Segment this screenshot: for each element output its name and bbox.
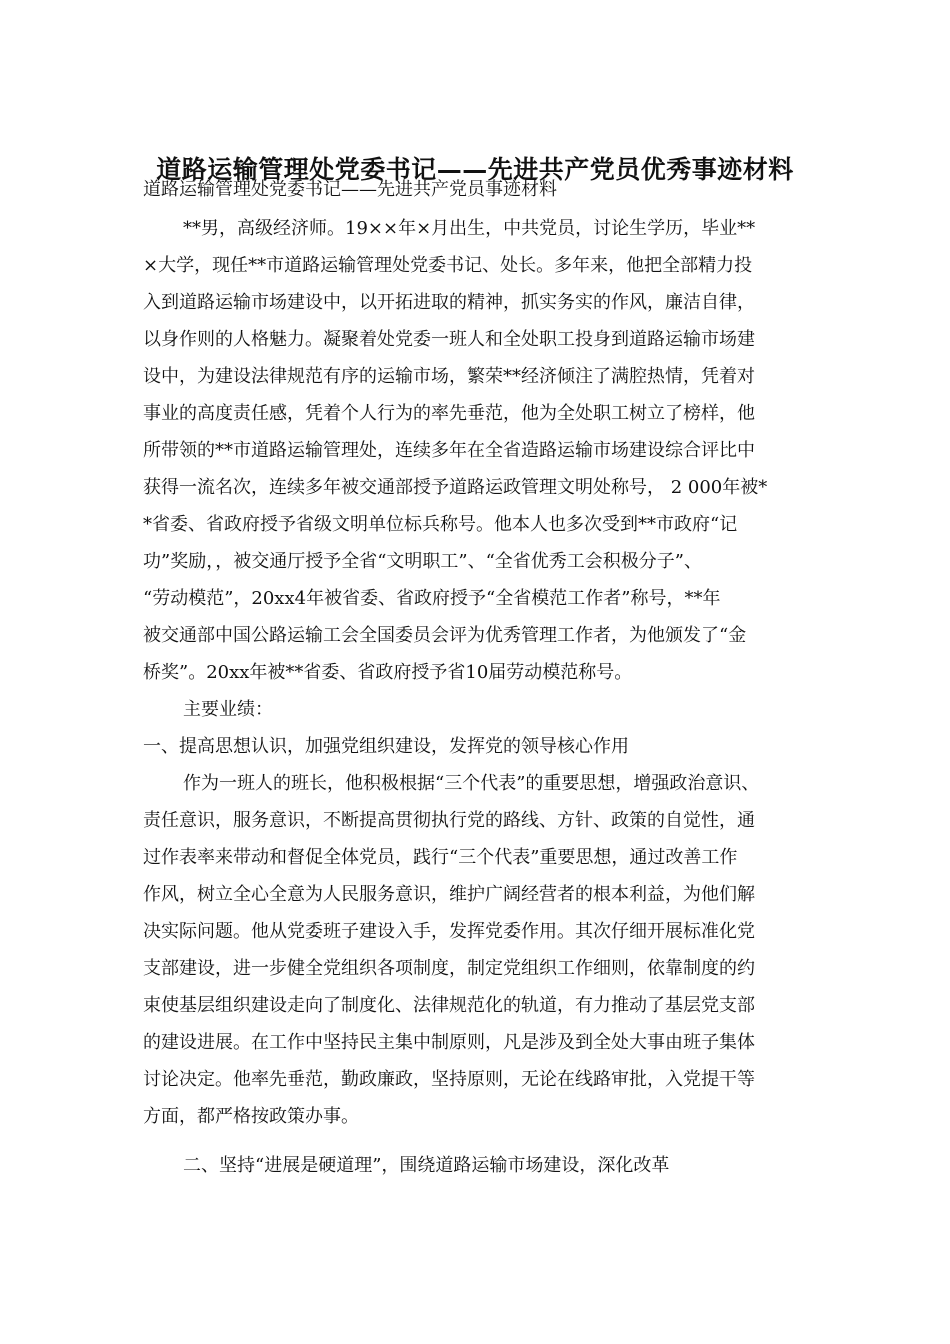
text-line: ×大学，现任**市道路运输管理处党委书记、处长。多年来，他把全部精力投 [143,255,753,276]
text-line: *省委、省政府授予省级文明单位标兵称号。他本人也多次受到**市政府“记 [143,514,738,535]
text-line: **男，高级经济师。19××年×月出生，中共党员，讨论生学历，毕业** [183,218,756,239]
text-line: 所带领的**市道路运输管理处，连续多年在全省造路运输市场建设综合评比中 [143,440,755,461]
text-line: 束使基层组织建设走向了制度化、法律规范化的轨道，有力推动了基层党支部 [143,995,755,1016]
text-line: “劳动模范”，20xx4年被省委、省政府授予“全省模范工作者”称号，**年 [143,588,721,609]
text-line: 支部建设，进一步健全党组织各项制度，制定党组织工作细则，依靠制度的约 [143,958,755,979]
text-line: 事业的高度责任感，凭着个人行为的率先垂范，他为全处职工树立了榜样，他 [143,403,755,424]
text-line: 一、提高思想认识，加强党组织建设，发挥党的领导核心作用 [143,736,629,757]
text-line: 功”奖励，，被交通厅授予全省“文明职工”、“全省优秀工会积极分子”、 [143,551,703,572]
text-line: 二、坚持“进展是硬道理”，围绕道路运输市场建设，深化改革 [183,1155,670,1176]
document-title: 道路运输管理处党委书记——先进共产党员优秀事迹材料 [156,155,794,184]
text-line: 责任意识，服务意识，不断提高贯彻执行党的路线、方针、政策的自觉性，通 [143,810,755,831]
text-line: 的建设进展。在工作中坚持民主集中制原则，凡是涉及到全处大事由班子集体 [143,1032,755,1053]
text-line: 被交通部中国公路运输工会全国委员会评为优秀管理工作者，为他颁发了“金 [143,625,747,646]
document-subtitle: 道路运输管理处党委书记——先进共产党员事迹材料 [143,179,557,200]
text-line: 决实际问题。他从党委班子建设入手，发挥党委作用。其次仔细开展标准化党 [143,921,755,942]
text-line: 讨论决定。他率先垂范，勤政廉政，坚持原则，无论在线路审批，入党提干等 [143,1069,755,1090]
text-line: 主要业绩： [183,699,273,720]
text-line: 以身作则的人格魅力。凝聚着处党委一班人和全处职工投身到道路运输市场建 [143,329,755,350]
text-line: 设中，为建设法律规范有序的运输市场，繁荣**经济倾注了满腔热情，凭着对 [143,366,755,387]
text-line: 作为一班人的班长，他积极根据“三个代表”的重要思想，增强政治意识、 [183,773,760,794]
text-line: 入到道路运输市场建设中，以开拓进取的精神，抓实务实的作风，廉洁自律， [143,292,755,313]
text-line: 桥奖”。20xx年被**省委、省政府授予省10届劳动模范称号。 [143,662,633,683]
text-line: 过作表率来带动和督促全体党员，践行“三个代表”重要思想，通过改善工作 [143,847,738,868]
document-body [143,210,811,1184]
text-line: 方面，都严格按政策办事。 [143,1106,359,1127]
text-line: 作风，树立全心全意为人民服务意识，维护广阔经营者的根本利益，为他们解 [143,884,755,905]
text-line: 获得一流名次，连续多年被交通部授予道路运政管理文明处称号， 2 000年被* [143,477,768,498]
